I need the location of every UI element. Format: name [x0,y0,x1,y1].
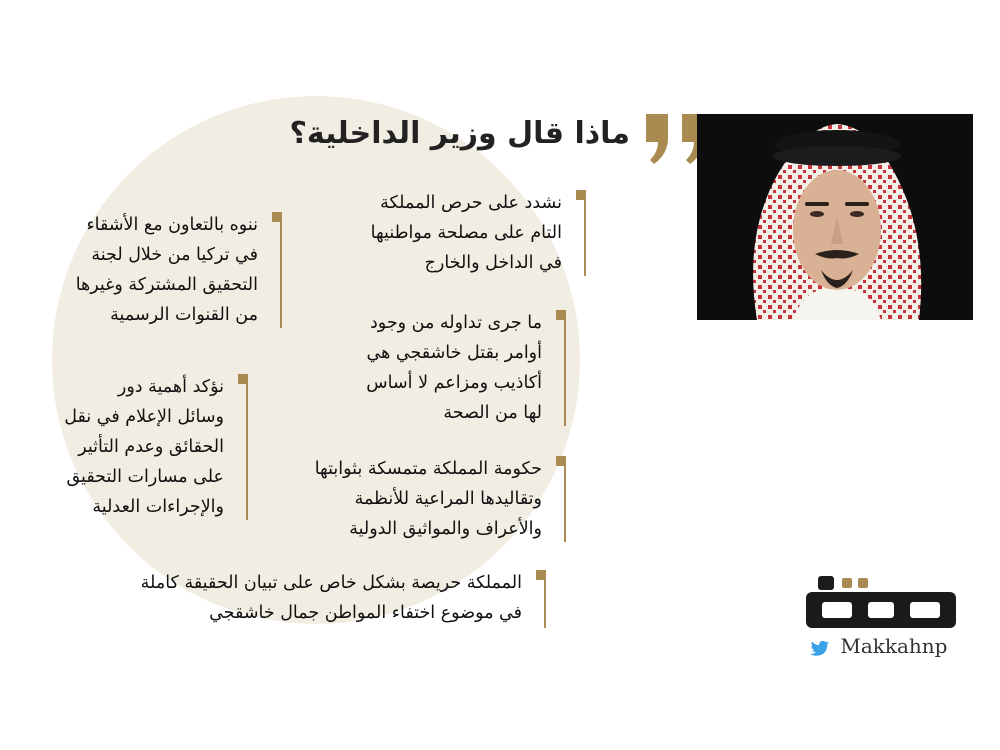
quote-block [76,210,258,330]
quote-line: أكاذيب ومزاعم لا أساس [366,373,542,393]
quote-line: أوامر بقتل خاشقجي هي [366,343,542,363]
quote-line: نشدد على حرص المملكة [380,193,562,213]
quote-line: التام على مصلحة مواطنيها [370,223,562,243]
quote-block [64,372,224,522]
quote-block [366,308,542,428]
quote-line: الحقائق وعدم التأثير [78,437,224,457]
quote-line: على مسارات التحقيق [66,467,224,487]
twitter-bird-icon [810,640,830,656]
quote-line: التحقيق المشتركة وغيرها [75,275,258,295]
minister-portrait [697,114,973,320]
quote-marker [556,310,566,426]
quote-line: ما جرى تداوله من وجود [369,313,542,333]
quote-line: نؤكد أهمية دور [117,377,224,397]
quote-line: لها من الصحة [443,403,542,423]
quote-marker [556,456,566,542]
quote-block [371,188,562,278]
quote-line: في الداخل والخارج [424,253,562,273]
quote-line: في موضوع اختفاء المواطن جمال خاشقجي [209,603,522,623]
quote-line: حكومة المملكة متمسكة بثوابتها [314,459,542,479]
quote-marker [238,374,248,520]
page-title: ماذا قال وزير الداخلية؟ [289,116,630,151]
quote-block [315,454,542,544]
quote-marker [272,212,282,328]
quote-line: وتقاليدها المراعية للأنظمة [354,489,542,509]
quote-line: من القنوات الرسمية [110,305,258,325]
quote-marker [576,190,586,276]
quote-line: المملكة حريصة بشكل خاص على تبيان الحقيقة كاملة [140,573,522,593]
quote-line: في تركيا من خلال لجنة [91,245,258,265]
quote-marker [536,570,546,628]
twitter-handle-text: Makkahnp [840,634,948,658]
quote-line: والإجراءات العدلية [92,497,224,517]
quote-line: وسائل الإعلام في نقل [64,407,224,427]
quote-block [141,568,522,628]
twitter-handle[interactable] [810,634,948,658]
quote-line: ننوه بالتعاون مع الأشقاء [86,215,258,235]
quote-line: والأعراف والمواثيق الدولية [349,519,542,539]
